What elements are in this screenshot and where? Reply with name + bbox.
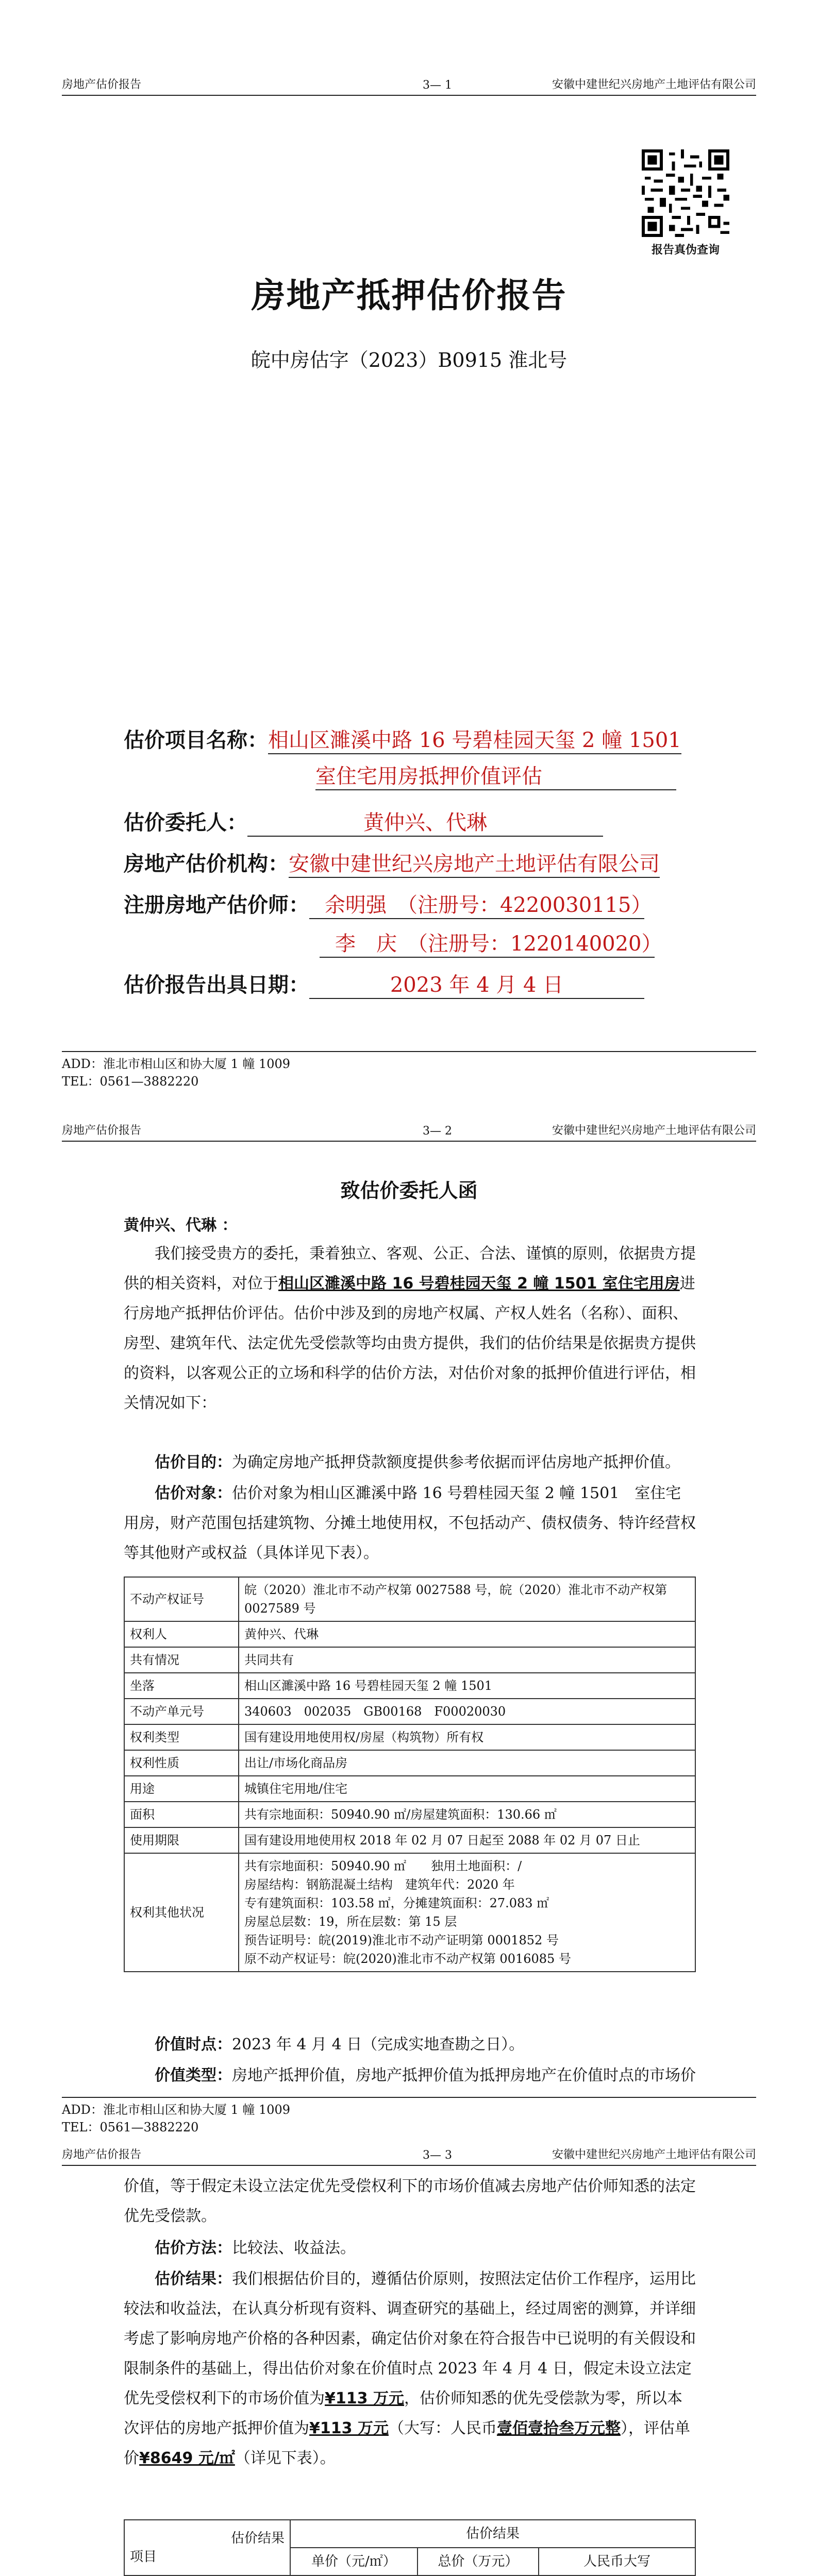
unit-price: ¥8649 元/㎡ (139, 2449, 235, 2467)
rights-key: 使用期限 (124, 1827, 239, 1853)
rights-key: 用途 (124, 1776, 239, 1802)
purpose-text: 为确定房地产抵押贷款额度提供参考依据而评估房地产抵押价值。 (232, 1453, 680, 1471)
page-header (62, 2147, 756, 2166)
rights-table (124, 1577, 696, 1972)
letter-title: 致估价委托人函 (340, 1179, 478, 1202)
intro-text-a: 我们接受贵方的委托，秉着独立、客观、公正、合法、谨慎的原则，依据贵方提供的相关资料，对位于 (124, 1245, 696, 1293)
rights-value: 国有建设用地使用权/房屋（构筑物）所有权 (239, 1724, 695, 1750)
agency-value: 安徽中建世纪兴房地产土地评估有限公司 (289, 848, 660, 878)
table-row (124, 1621, 695, 1647)
page-footer (62, 1051, 756, 1096)
cover-page (0, 0, 818, 1097)
rights-key: 不动产权证号 (124, 1577, 239, 1621)
project-name-label: 估价项目名称： (124, 728, 268, 752)
diagonal-header-cell (124, 2520, 290, 2575)
value-type-text-cont: 价值，等于假定未设立法定优先受偿权利下的市场价值减去房地产估价师知悉的法定优先受偿款。 (124, 2177, 696, 2225)
footer-tel: TEL：0561—3882220 (62, 2120, 199, 2134)
header-group: 估价结果 (290, 2520, 695, 2548)
object-paragraph (124, 1479, 696, 1568)
rights-value: 城镇住宅用地/住宅 (239, 1776, 695, 1802)
header-upper: 人民币大写 (539, 2548, 695, 2575)
table-row (124, 1647, 695, 1673)
valuation-table (124, 2519, 696, 2576)
header-result-label: 估价结果 (230, 2531, 285, 2546)
header-left: 房地产估价报告 (62, 78, 142, 91)
header-left: 房地产估价报告 (62, 1124, 142, 1137)
header-left: 房地产估价报告 (62, 2148, 142, 2161)
market-value: ¥113 万元 (325, 2389, 404, 2408)
table-row (124, 1673, 695, 1699)
value-type-text: 房地产抵押价值，房地产抵押价值为抵押房地产在价值时点的市场价 (232, 2066, 696, 2084)
salutation: 黄仲兴、代琳 ： (124, 1216, 238, 1234)
footer-address: ADD：淮北市相山区和协大厦 1 幢 1009 (62, 2103, 291, 2117)
client-value: 黄仲兴、代琳 (247, 806, 603, 837)
header-company: 安徽中建世纪兴房地产土地评估有限公司 (552, 2148, 756, 2161)
client-label: 估价委托人： (124, 811, 247, 835)
appraiser-label: 注册房地产估价师： (124, 893, 309, 917)
rights-value: 相山区濉溪中路 16 号碧桂园天玺 2 幢 1501 (239, 1673, 695, 1699)
project-name-row (124, 724, 681, 754)
result-text-e: （大写：人民币 (388, 2419, 497, 2437)
header-company: 安徽中建世纪兴房地产土地评估有限公司 (552, 1124, 756, 1137)
table-row (124, 1776, 695, 1802)
rights-key: 权利类型 (124, 1724, 239, 1750)
method-paragraph (124, 2233, 696, 2263)
table-row (124, 1853, 695, 1972)
purpose-label: 估价目的： (155, 1453, 232, 1471)
rights-key: 权利性质 (124, 1750, 239, 1776)
other-status-cell (239, 1853, 695, 1972)
value-type-label: 价值类型： (155, 2066, 232, 2084)
table-row (124, 1802, 695, 1827)
rights-value: 340603 002035 GB00168 F00020030 (239, 1699, 695, 1724)
rights-key: 坐落 (124, 1673, 239, 1699)
table-row (124, 1827, 695, 1853)
intro-text-c: 进行房地产抵押估价评估。估价中涉及到的房地产权属、产权人姓名（名称）、面积、房型、建筑年代、法定优先受偿款等均由贵方提供，我们的估价结果是依据贵方提供的资料，以客观公正的立场和科学的估价方法，对估价对象的抵押价值进行评估，相关情况如下： (124, 1275, 696, 1412)
method-label: 估价方法： (155, 2239, 232, 2257)
rights-value: 共有宗地面积：50940.90 ㎡/房屋建筑面积：130.66 ㎡ (239, 1802, 695, 1827)
header-page-number: 3— 1 (423, 79, 452, 92)
other-line: 房屋总层数：19，所在层数：第 15 层 (244, 1914, 457, 1929)
result-text-g: ），评估单价 (124, 2419, 690, 2467)
header-page-number: 3— 3 (423, 2149, 452, 2162)
client-row (124, 806, 603, 837)
table-header-row (124, 2520, 695, 2548)
appraiser-1: 余明强 （注册号：4220030115） (309, 889, 644, 919)
value-time-label: 价值时点： (155, 2036, 232, 2054)
table-row (124, 1750, 695, 1776)
appraiser-row (124, 889, 652, 919)
footer-tel: TEL：0561—3882220 (62, 1074, 199, 1089)
purpose-paragraph (124, 1448, 696, 1478)
appraiser-row-2 (320, 927, 662, 958)
page-header (62, 1123, 756, 1142)
qr-code[interactable] (642, 149, 729, 237)
date-row (124, 969, 644, 999)
other-line: 房屋结构：钢筋混凝土结构 建筑年代：2020 年 (244, 1877, 515, 1892)
rights-value: 出让/市场化商品房 (239, 1750, 695, 1776)
value-time-text: 2023 年 4 月 4 日（完成实地查勘之日）。 (232, 2036, 525, 2054)
rights-value: 黄仲兴、代琳 (239, 1621, 695, 1647)
other-line: 原不动产权证号：皖(2020)淮北市不动产权第 0016085 号 (244, 1952, 571, 1966)
other-line: 共有宗地面积：50940.90 ㎡ 独用土地面积：/ (244, 1859, 522, 1873)
rights-value: 国有建设用地使用权 2018 年 02 月 07 日起至 2088 年 02 月 07 日止 (239, 1827, 695, 1853)
other-line: 专有建筑面积：103.58 ㎡，分摊建筑面积：27.083 ㎡ (244, 1896, 549, 1910)
report-number: 皖中房估字（2023）B0915 淮北号 (251, 349, 567, 371)
value-time-paragraph (124, 2030, 696, 2060)
result-text-i: （详见下表）。 (235, 2449, 336, 2467)
footer-address: ADD：淮北市相山区和协大厦 1 幢 1009 (62, 1057, 291, 1071)
page-header (62, 77, 756, 96)
header-page-number: 3— 2 (423, 1125, 452, 1138)
header-unit: 单价（元/㎡） (290, 2548, 418, 2575)
page-footer (62, 2097, 756, 2142)
other-line: 预告证明号：皖(2019)淮北市不动产证明第 0001852 号 (244, 1933, 559, 1947)
amount-in-words: 壹佰壹拾叁万元整 (496, 2419, 621, 2437)
intro-property: 相山区濉溪中路 16 号碧桂园天玺 2 幢 1501 室住宅用房 (278, 1275, 680, 1293)
project-name-row-2 (315, 760, 676, 790)
date-label: 估价报告出具日期： (124, 973, 309, 997)
rights-value: 共同共有 (239, 1647, 695, 1673)
report-title: 房地产抵押估价报告 (251, 276, 567, 315)
intro-paragraph (124, 1239, 696, 1418)
table-row (124, 1577, 695, 1621)
result-text-c: ，估价师知悉的优先受偿款为零，所以本次评估的房地产抵押价值为 (124, 2389, 682, 2437)
qr-caption: 报告真伪查询 (651, 244, 720, 257)
method-text: 比较法、收益法。 (232, 2239, 356, 2257)
object-label: 估价对象： (155, 1484, 232, 1502)
result-paragraph (124, 2264, 696, 2473)
table-row (124, 1724, 695, 1750)
agency-row (124, 848, 660, 878)
rights-key: 不动产单元号 (124, 1699, 239, 1724)
rights-key: 权利人 (124, 1621, 239, 1647)
project-name-value-2: 室住宅用房抵押价值评估 (315, 760, 676, 790)
header-total: 总价（万元） (418, 2548, 539, 2575)
project-name-value: 相山区濉溪中路 16 号碧桂园天玺 2 幢 1501 (268, 724, 681, 754)
header-project-label: 项目 (130, 2549, 157, 2565)
value-type-paragraph (124, 2061, 696, 2091)
rights-key: 共有情况 (124, 1647, 239, 1673)
result-label: 估价结果： (155, 2270, 232, 2288)
other-status-label: 权利其他状况 (124, 1853, 239, 1972)
mortgage-value: ¥113 万元 (309, 2419, 389, 2437)
date-value: 2023 年 4 月 4 日 (309, 969, 644, 999)
object-text: 估价对象为相山区濉溪中路 16 号碧桂园天玺 2 幢 1501 室住宅用房，财产范围包括建筑物、分摊土地使用权，不包括动产、债权债务、特许经营权等其他财产或权益（具体详见下表）。 (124, 1484, 696, 1562)
agency-label: 房地产估价机构： (124, 852, 289, 876)
rights-key: 面积 (124, 1802, 239, 1827)
table-row (124, 1699, 695, 1724)
header-company: 安徽中建世纪兴房地产土地评估有限公司 (552, 78, 756, 91)
appraiser-2: 李 庆 （注册号：1220140020） (320, 927, 655, 958)
rights-value: 皖（2020）淮北市不动产权第 0027588 号，皖（2020）淮北市不动产权第 0027589 号 (239, 1577, 695, 1621)
value-type-continuation (124, 2172, 696, 2231)
result-text-a: 我们根据估价目的，遵循估价原则，按照法定估价工作程序，运用比较法和收益法，在认真分析现有资料、调查研究的基础上，经过周密的测算，并详细考虑了影响房地产价格的各种因素，确定估价对象在符合报告中已说明的有关假设和限制条件的基础上，得出估价对象在价值时点 2023 年 4 月 4 日，假定未设立法定优先受偿权利下的市场价值为 (124, 2270, 696, 2408)
